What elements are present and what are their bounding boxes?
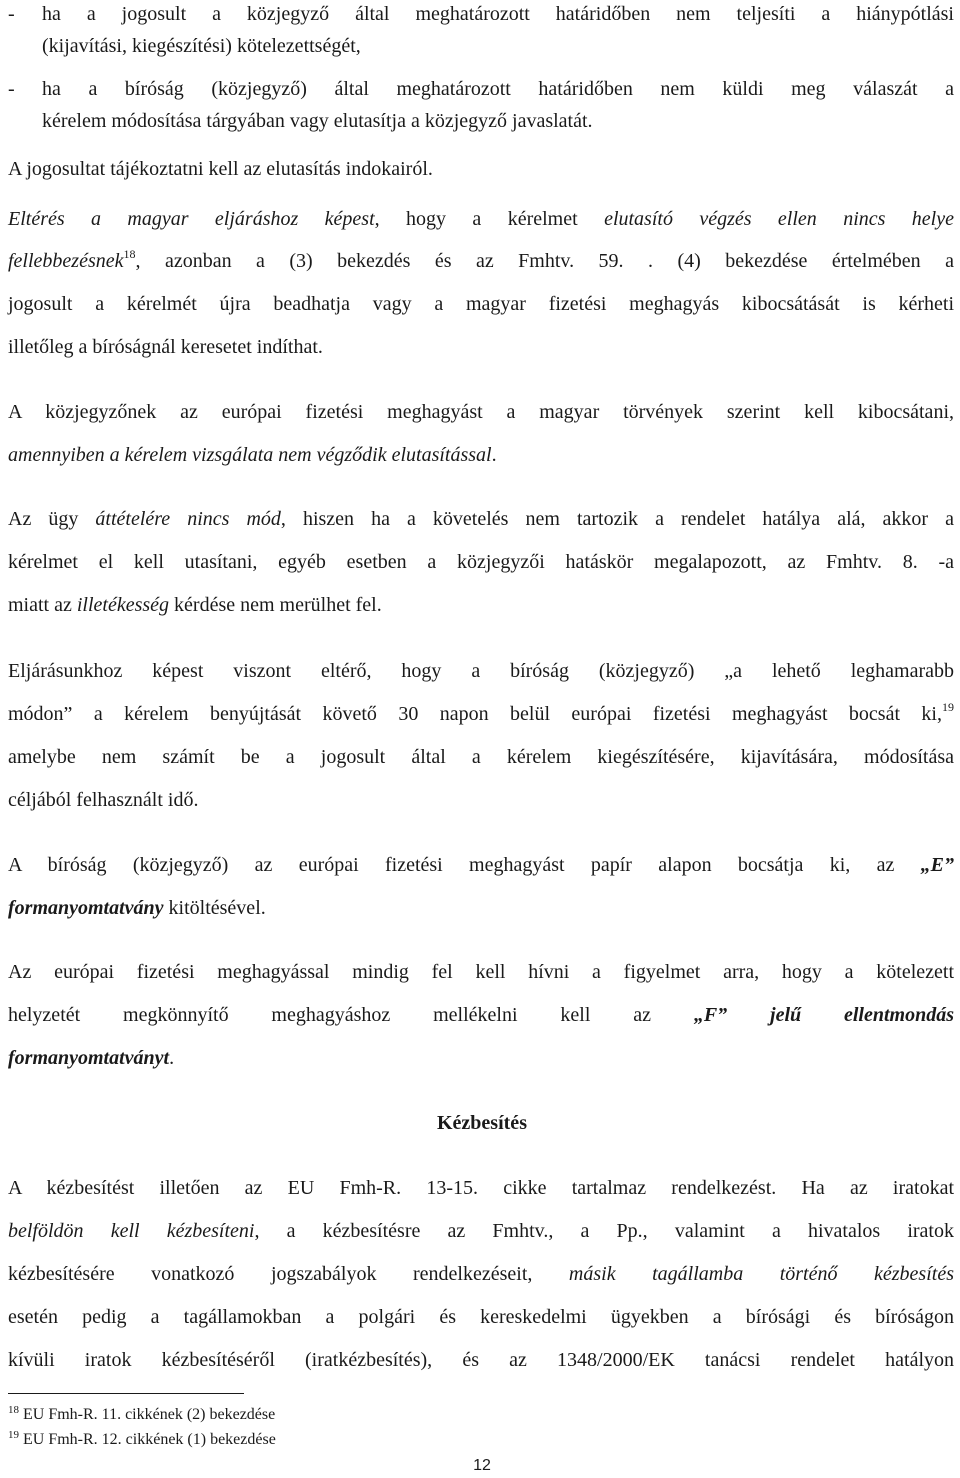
footnote-text: EU Fmh-R. 12. cikkének (1) bekezdése bbox=[23, 1431, 276, 1448]
footnote-18 bbox=[8, 1405, 275, 1425]
list-item-line: kérelem módosítása tárgyában vagy elutasítja a közjegyző javaslatát. bbox=[42, 110, 593, 132]
paragraph-eljaras-line: módon” a kérelem benyújtását követő 30 napon belül európai fizetési meghagyást bocsát ki,$^{19}$ bbox=[8, 700, 954, 725]
paragraph-figyelem-line: Az európai fizetési meghagyással mindig fel kell hívni a figyelmet arra, hogy a kötelezett bbox=[8, 961, 954, 983]
paragraph-birosag-line: A bíróság (közjegyző) az európai fizetési meghagyást papír alapon bocsátja ki, az „E” bbox=[8, 854, 954, 876]
paragraph-kezbesites-line: belföldön kell kézbesíteni, a kézbesítésre az Fmhtv., a Pp., valamint a hivatalos iratok bbox=[8, 1220, 954, 1242]
paragraph-birosag-line: formanyomtatvány kitöltésével. bbox=[8, 897, 266, 919]
paragraph-elteres-line: illetőleg a bíróságnál keresetet indíthat. bbox=[8, 336, 323, 358]
list-marker: - bbox=[8, 78, 15, 100]
list-item-line: (kijavítási, kiegészítési) kötelezettségét, bbox=[42, 35, 361, 57]
paragraph-elteres-line: jogosult a kérelmét újra beadhatja vagy a magyar fizetési meghagyás kibocsátását is kérheti bbox=[8, 293, 954, 315]
footnote-number: 19 bbox=[8, 1429, 19, 1441]
footnote-19 bbox=[8, 1430, 276, 1450]
paragraph-eljaras-line: amelybe nem számít be a jogosult által a kérelem kiegészítésére, kijavítására, módosítása bbox=[8, 746, 954, 768]
paragraph-eljaras-line: Eljárásunkhoz képest viszont eltérő, hogy a bíróság (közjegyző) „a lehető leghamarabb bbox=[8, 660, 954, 682]
paragraph-kezbesites-line: kézbesítésére vonatkozó jogszabályok rendelkezéseit, másik tagállamba történő kézbesítés bbox=[8, 1263, 954, 1285]
paragraph-kezbesites-line: A kézbesítést illetően az EU Fmh-R. 13-15. cikke tartalmaz rendelkezést. Ha az iratokat bbox=[8, 1177, 954, 1199]
paragraph-attetel-line: Az ügy áttételére nincs mód, hiszen ha a követelés nem tartozik a rendelet hatálya alá, akkor a bbox=[8, 508, 954, 530]
footnote-ref-19: 19 bbox=[942, 700, 954, 714]
paragraph-kozjegyzo-line: A közjegyzőnek az európai fizetési meghagyást a magyar törvények szerint kell kibocsátani, bbox=[8, 401, 954, 423]
paragraph-elutasitas: A jogosultat tájékoztatni kell az elutasítás indokairól. bbox=[8, 158, 433, 180]
list-item-line: ha a jogosult a közjegyző által meghatározott határidőben nem teljesíti a hiánypótlási bbox=[42, 3, 954, 25]
paragraph-eljaras-line: céljából felhasznált idő. bbox=[8, 789, 199, 811]
paragraph-figyelem-line: formanyomtatványt. bbox=[8, 1047, 175, 1069]
footnote-separator bbox=[8, 1393, 244, 1394]
paragraph-kezbesites-line: kívüli iratok kézbesítéséről (iratkézbesítés), és az 1348/2000/EK tanácsi rendelet hatályon bbox=[8, 1349, 954, 1371]
footnote-ref-18: 18 bbox=[123, 247, 136, 261]
list-item-line: ha a bíróság (közjegyző) által meghatározott határidőben nem küldi meg válaszát a bbox=[42, 78, 954, 100]
paragraph-figyelem-line: helyzetét megkönnyítő meghagyáshoz mellékelni kell az „F” jelű ellentmondás bbox=[8, 1004, 954, 1026]
paragraph-elteres-line: fellebbezésnek$^{18}$, azonban a (3) bekezdés és az Fmhtv. 59. . (4) bekezdése értelmében a bbox=[8, 247, 954, 272]
list-marker: - bbox=[8, 3, 15, 25]
paragraph-elteres-line: Eltérés a magyar eljáráshoz képest, hogy a kérelmet elutasító végzés ellen nincs helye bbox=[8, 208, 954, 230]
paragraph-attetel-line: kérelmet el kell utasítani, egyéb esetben a közjegyzői hatáskör megalapozott, az Fmhtv. 8. -a bbox=[8, 551, 954, 573]
paragraph-kozjegyzo-line: amennyiben a kérelem vizsgálata nem végződik elutasítással. bbox=[8, 444, 497, 466]
paragraph-attetel-line: miatt az illetékesség kérdése nem merülhet fel. bbox=[8, 594, 382, 616]
footnote-number: 18 bbox=[8, 1404, 19, 1416]
paragraph-kezbesites-line: esetén pedig a tagállamokban a polgári és kereskedelmi ügyekben a bírósági és bíróságon bbox=[8, 1306, 954, 1328]
section-heading-kezbesites: Kézbesítés bbox=[437, 1112, 527, 1134]
page-number: 12 bbox=[473, 1457, 491, 1474]
footnote-text: EU Fmh-R. 11. cikkének (2) bekezdése bbox=[23, 1406, 276, 1423]
